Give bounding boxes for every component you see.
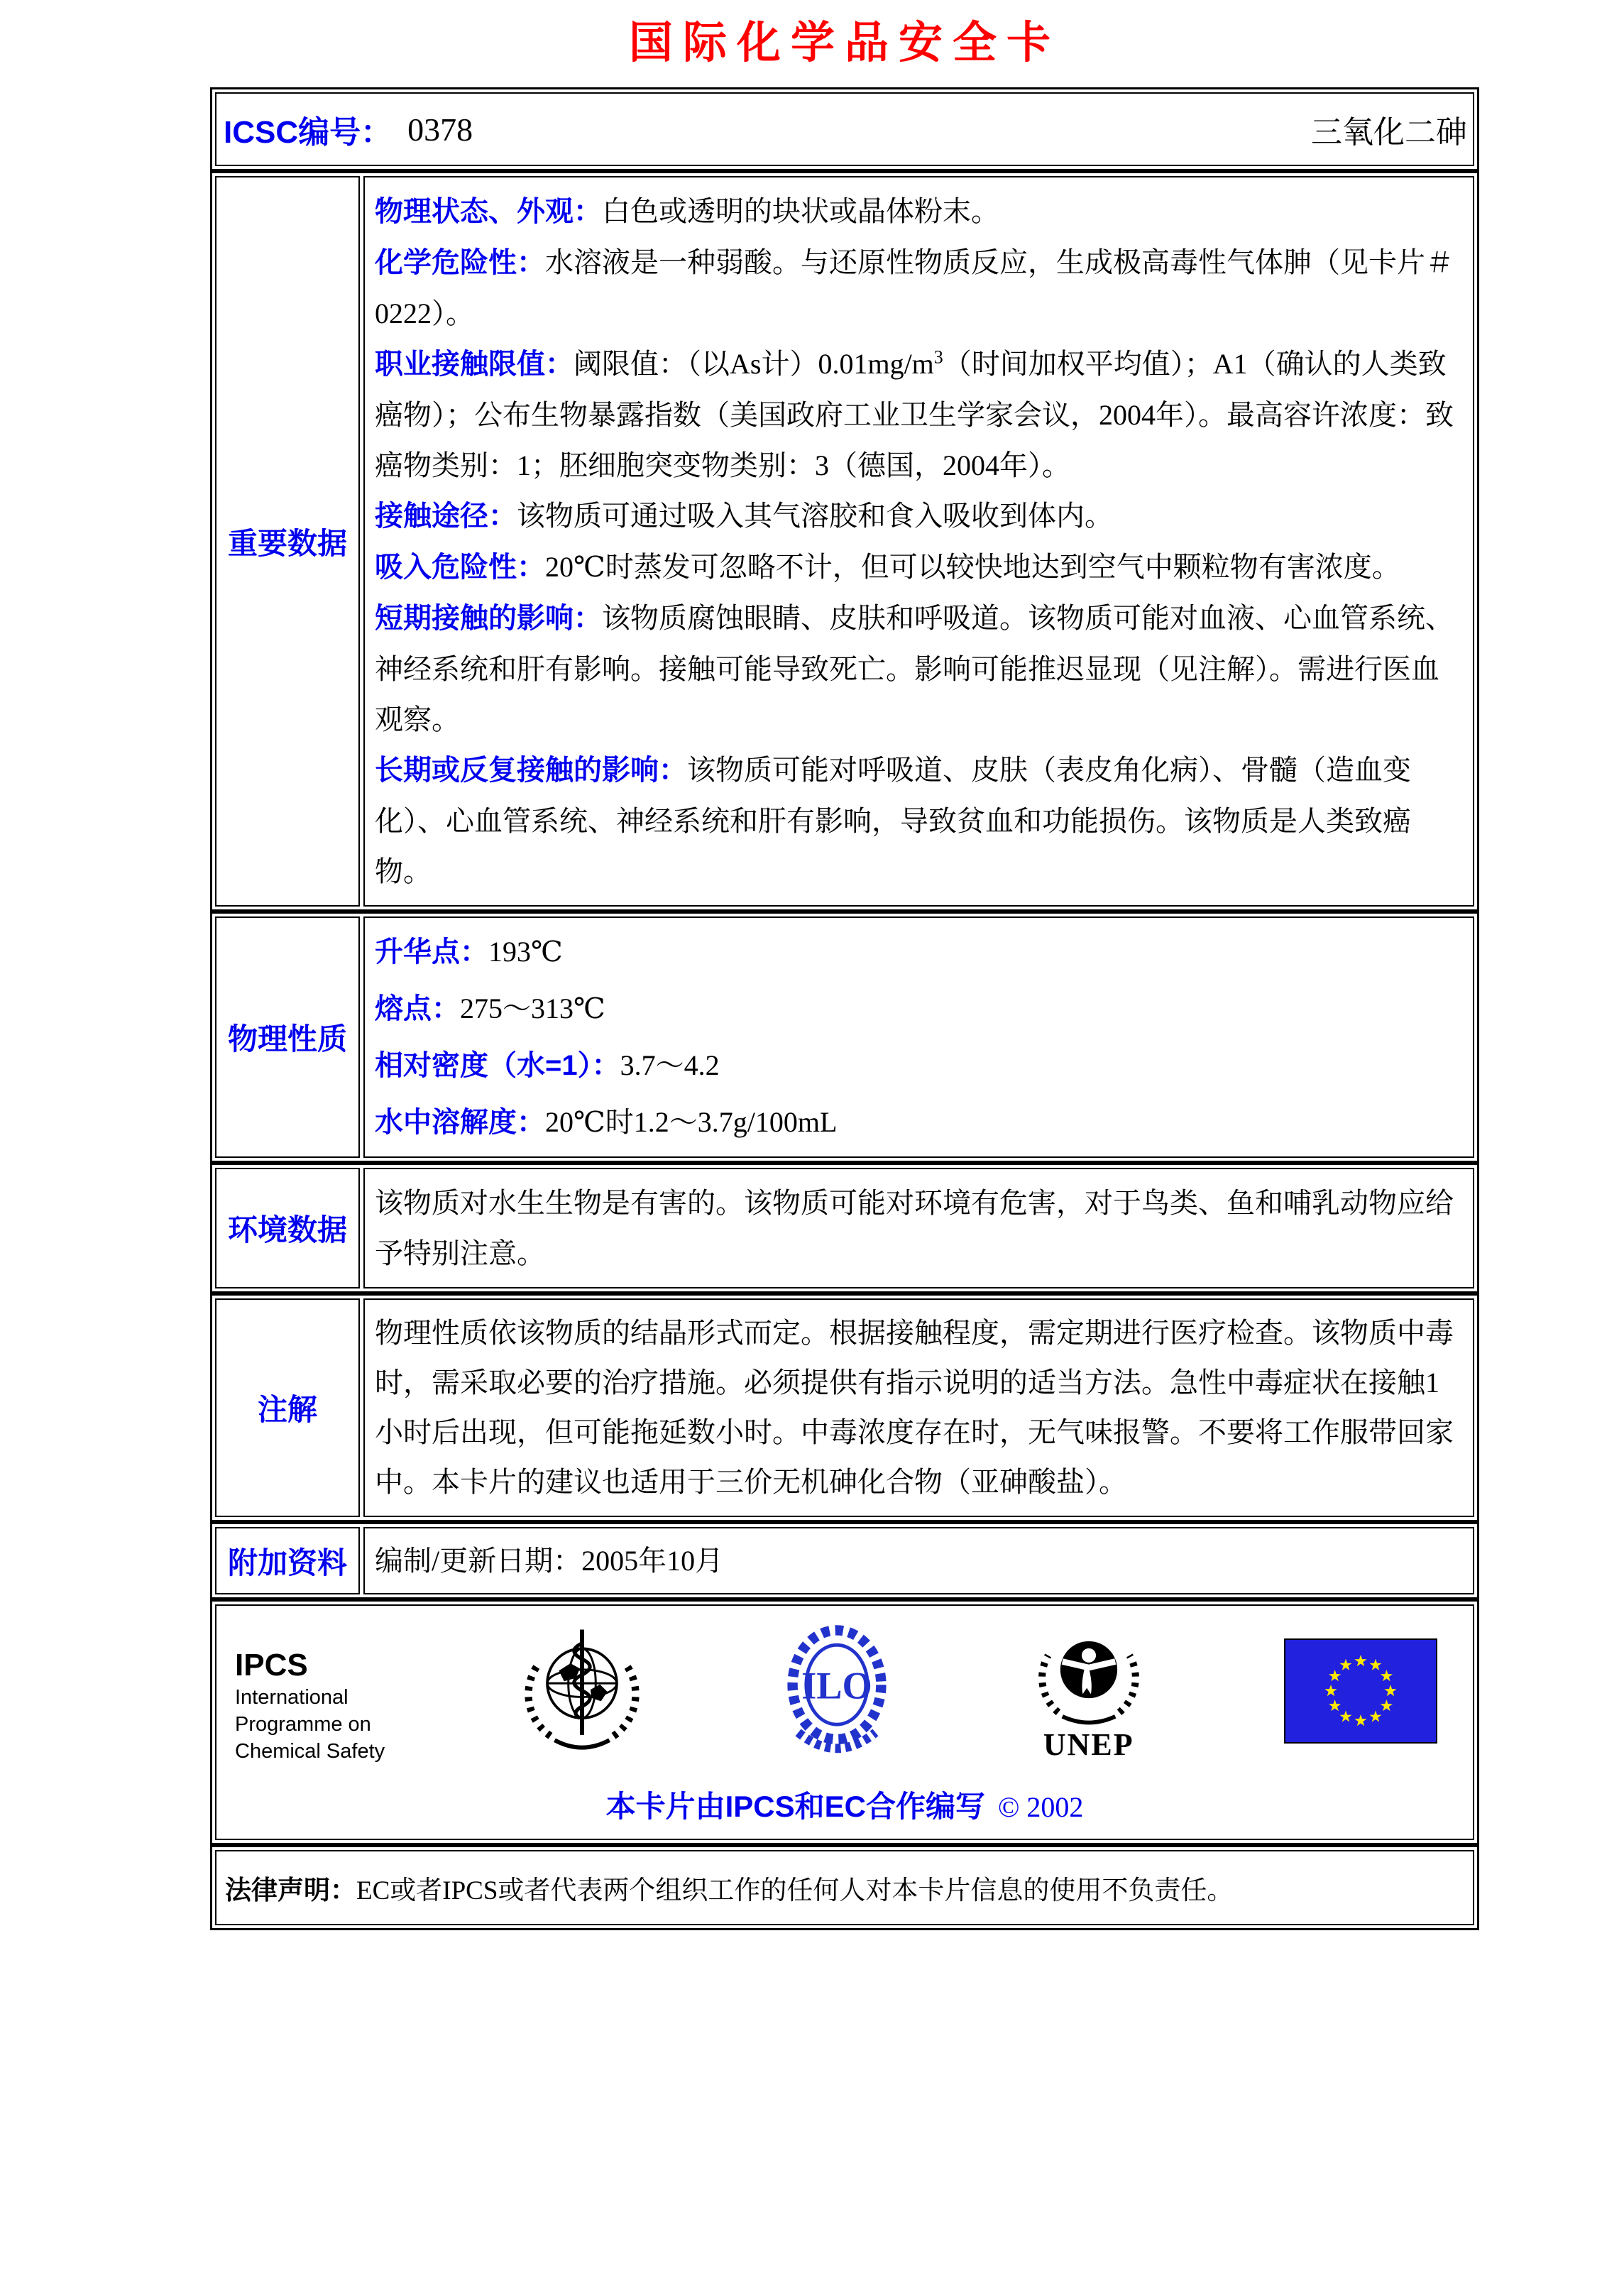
ipcs-name: IPCS bbox=[235, 1648, 308, 1683]
environment-data-row bbox=[210, 1163, 1479, 1293]
field-chemical-danger bbox=[375, 237, 1463, 339]
logos-row bbox=[210, 1599, 1479, 1845]
field-label: 吸入危险性： bbox=[375, 552, 545, 584]
field-text: 该物质对水生生物是有害的。该物质可能对环境有危害，对于鸟类、鱼和哺乳动物应给予特别注意。 bbox=[375, 1187, 1454, 1270]
field-label: 相对密度（水=1）： bbox=[375, 1050, 620, 1082]
legal-cell bbox=[215, 1850, 1474, 1925]
field-text: 20℃时蒸发可忽略不计，但可以较快地达到空气中颗粒物有害浓度。 bbox=[545, 551, 1400, 584]
credit-line bbox=[231, 1783, 1459, 1826]
field-text: 3.7～4.2 bbox=[620, 1049, 720, 1082]
field-label: 接触途径： bbox=[375, 500, 517, 532]
section-label-physical: 物理性质 bbox=[215, 916, 360, 1158]
svg-text:ILO: ILO bbox=[801, 1664, 872, 1707]
icsc-number-value: 0378 bbox=[407, 111, 473, 148]
field-text: 编制/更新日期：2005年10月 bbox=[375, 1545, 724, 1577]
physical-properties-row bbox=[210, 912, 1479, 1163]
field-label: 水中溶解度： bbox=[375, 1107, 545, 1139]
field-text: 水溶液是一种弱酸。与还原性物质反应，生成极高毒性气体胂（见卡片＃0222）。 bbox=[375, 246, 1454, 330]
field-label: 化学危险性： bbox=[375, 247, 545, 279]
field-exposure-routes bbox=[375, 491, 1463, 542]
field-text: 物理性质依该物质的结晶形式而定。根据接触程度，需定期进行医疗检查。该物质中毒时，需采取必要的治疗措施。必须提供有指示说明的适当方法。急性中毒症状在接触1小时后出现，但可能拖延数小时。中毒浓度存在时，无气味报警。不要将工作服带回家中。本卡片的建议也适用于三价无机砷化合物（亚砷酸盐）。 bbox=[375, 1317, 1454, 1499]
field-text: 该物质可能对呼吸道、皮肤（表皮角化病）、骨髓（造血变化）、心血管系统、神经系统和肝有影响，导致贫血和功能损伤。该物质是人类致癌物。 bbox=[375, 754, 1411, 888]
environment-data-content bbox=[363, 1168, 1474, 1288]
field-long-term-effects bbox=[375, 745, 1463, 897]
field-occupational-limits bbox=[375, 339, 1463, 491]
field-melting-point bbox=[375, 980, 1463, 1037]
credit-text: 本卡片由IPCS和EC合作编写 bbox=[605, 1790, 985, 1824]
section-label-important: 重要数据 bbox=[215, 176, 360, 907]
unep-wordmark: UNEP bbox=[1043, 1727, 1134, 1763]
eu-flag-icon bbox=[1284, 1623, 1437, 1744]
chemical-name: 三氧化二砷 bbox=[1311, 115, 1467, 151]
field-text: 该物质可通过吸入其气溶胶和食入吸收到体内。 bbox=[517, 500, 1113, 532]
icsc-card bbox=[210, 0, 1479, 1930]
legal-row bbox=[210, 1845, 1479, 1930]
notes-row bbox=[210, 1293, 1479, 1522]
field-text: 275～313℃ bbox=[460, 992, 605, 1025]
field-inhalation-risk bbox=[375, 542, 1463, 593]
field-text: （时间加权平均值）；A1（确认的人类致癌物）；公布生物暴露指数（美国政府工业卫生学家会议，2004年）。最高容许浓度：致癌物类别：1；胚细胞突变物类别：3（德国，2004年）。 bbox=[375, 348, 1454, 482]
field-text: 阈限值：（以As计）0.01mg/m bbox=[574, 348, 934, 381]
field-label: 长期或反复接触的影响： bbox=[375, 755, 687, 787]
field-label: 职业接触限值： bbox=[375, 349, 574, 381]
additional-info-row bbox=[210, 1522, 1479, 1599]
unep-logo-icon bbox=[1028, 1623, 1150, 1761]
important-data-row bbox=[210, 171, 1479, 912]
icsc-number-label: ICSC编号： bbox=[224, 115, 393, 151]
field-short-term-effects bbox=[375, 593, 1463, 745]
header-row bbox=[210, 87, 1479, 171]
field-text: 该物质腐蚀眼睛、皮肤和呼吸道。该物质可能对血液、心血管系统、神经系统和肝有影响。接触可能导致死亡。影响可能推迟显现（见注解）。需进行医血观察。 bbox=[375, 602, 1454, 736]
header-cell bbox=[215, 92, 1474, 166]
field-text: 20℃时1.2～3.7g/100mL bbox=[545, 1106, 838, 1139]
field-text: 白色或透明的块状或晶体粉末。 bbox=[602, 195, 999, 228]
legal-label: 法律声明： bbox=[225, 1876, 356, 1905]
field-physical-state bbox=[375, 186, 1463, 237]
field-text: 193℃ bbox=[488, 936, 563, 968]
ilo-logo-icon bbox=[780, 1623, 894, 1765]
page-title: 国际化学品安全卡 bbox=[628, 19, 1060, 67]
section-label-additional: 附加资料 bbox=[215, 1527, 360, 1594]
physical-properties-content bbox=[363, 916, 1474, 1158]
legal-text: EC或者IPCS或者代表两个组织工作的任何人对本卡片信息的使用不负责任。 bbox=[356, 1876, 1234, 1906]
field-label: 熔点： bbox=[375, 993, 460, 1025]
section-label-notes: 注解 bbox=[215, 1298, 360, 1517]
superscript-3: 3 bbox=[933, 346, 943, 368]
notes-content bbox=[363, 1298, 1474, 1517]
additional-info-content bbox=[363, 1527, 1474, 1594]
field-label: 升华点： bbox=[375, 936, 488, 968]
credit-year: © 2002 bbox=[997, 1791, 1084, 1824]
ipcs-wordmark: IPCS International Programme on Chemical Safety bbox=[235, 1648, 385, 1763]
field-water-solubility bbox=[375, 1094, 1463, 1151]
logos-cell bbox=[215, 1604, 1474, 1840]
field-label: 物理状态、外观： bbox=[375, 196, 602, 228]
field-relative-density bbox=[375, 1037, 1463, 1094]
field-label: 短期接触的影响： bbox=[375, 603, 602, 635]
section-label-environment: 环境数据 bbox=[215, 1168, 360, 1288]
who-logo-icon bbox=[519, 1623, 645, 1765]
important-data-content bbox=[363, 176, 1474, 907]
field-sublimation-point bbox=[375, 924, 1463, 980]
